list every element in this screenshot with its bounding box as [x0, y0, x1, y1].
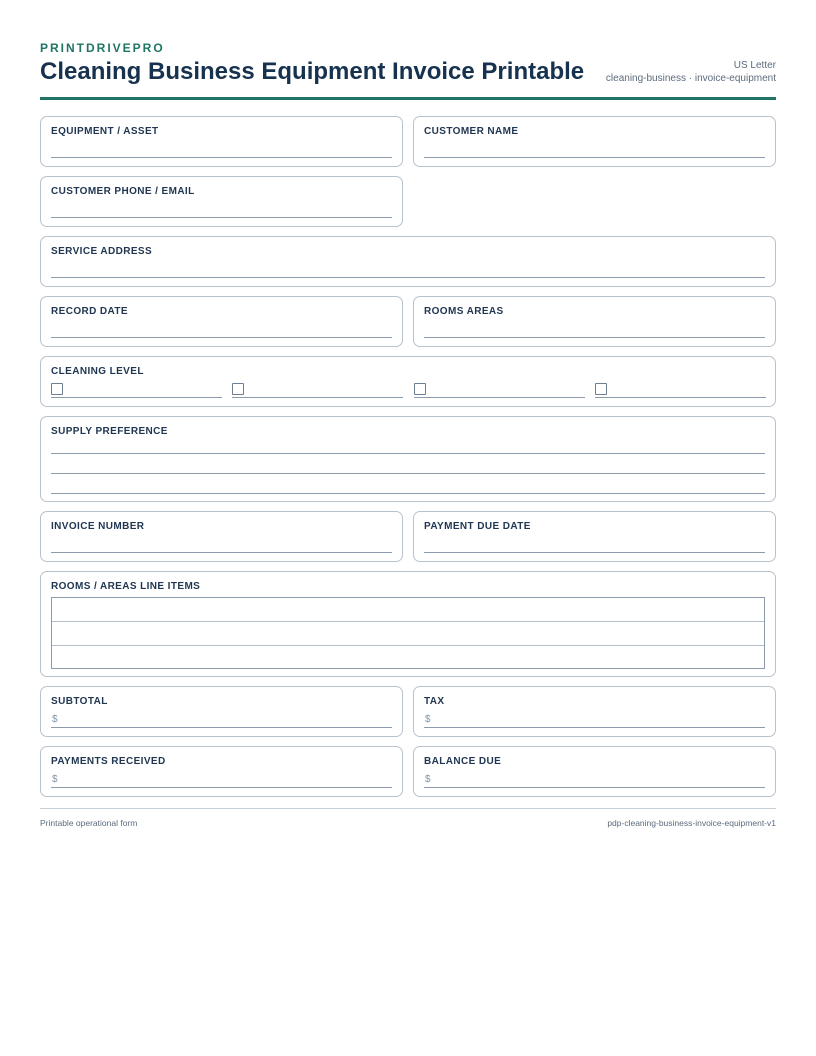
field-label: EQUIPMENT / ASSET — [51, 126, 159, 137]
header-rule — [40, 97, 776, 100]
payments-received-field[interactable] — [40, 746, 403, 797]
paper-size: US Letter — [733, 60, 776, 71]
field-label: PAYMENT DUE DATE — [424, 521, 531, 532]
document-tags: cleaning-business · invoice-equipment — [605, 73, 776, 84]
write-line — [424, 157, 765, 158]
footer-rule — [40, 808, 776, 809]
write-line — [51, 727, 392, 728]
field-label: INVOICE NUMBER — [51, 521, 145, 532]
currency-symbol: $ — [52, 774, 58, 785]
line-items-section — [40, 571, 776, 677]
field-label: PAYMENTS RECEIVED — [51, 756, 166, 767]
rooms-areas-field[interactable] — [413, 296, 776, 347]
payment-due-date-field[interactable] — [413, 511, 776, 562]
form-id: pdp-cleaning-business-invoice-equipment-v1 — [607, 818, 776, 828]
balance-due-field[interactable] — [413, 746, 776, 797]
field-label: CUSTOMER PHONE / EMAIL — [51, 186, 195, 197]
write-line — [51, 277, 765, 278]
line-items-table[interactable] — [51, 597, 765, 669]
write-line — [51, 473, 765, 474]
field-label: RECORD DATE — [51, 306, 128, 317]
field-label: ROOMS AREAS — [424, 306, 504, 317]
cleaning-level-field — [40, 356, 776, 407]
currency-symbol: $ — [52, 714, 58, 725]
customer-contact-field[interactable] — [40, 176, 403, 227]
customer-name-field[interactable] — [413, 116, 776, 167]
write-line — [424, 787, 765, 788]
cleaning-level-option-4[interactable] — [595, 383, 766, 398]
currency-symbol: $ — [425, 774, 431, 785]
invoice-number-field[interactable] — [40, 511, 403, 562]
write-line — [51, 552, 392, 553]
field-label: SERVICE ADDRESS — [51, 246, 153, 257]
write-line — [51, 453, 765, 454]
write-line — [424, 552, 765, 553]
table-row-divider — [52, 621, 764, 622]
field-label: ROOMS / AREAS LINE ITEMS — [51, 581, 201, 592]
write-line — [51, 787, 392, 788]
supply-preference-field[interactable] — [40, 416, 776, 502]
field-label: SUBTOTAL — [51, 696, 108, 707]
write-line — [51, 493, 765, 494]
write-line — [51, 217, 392, 218]
equipment-asset-field[interactable] — [40, 116, 403, 167]
field-label: TAX — [424, 696, 445, 707]
cleaning-level-option-1[interactable] — [51, 383, 222, 398]
checkbox[interactable] — [232, 383, 244, 395]
write-line — [424, 337, 765, 338]
cleaning-level-option-2[interactable] — [232, 383, 403, 398]
cleaning-level-option-3[interactable] — [414, 383, 585, 398]
write-line — [51, 157, 392, 158]
table-row-divider — [52, 645, 764, 646]
record-date-field[interactable] — [40, 296, 403, 347]
subtotal-field[interactable] — [40, 686, 403, 737]
checkbox[interactable] — [595, 383, 607, 395]
service-address-field[interactable] — [40, 236, 776, 287]
brand-name: PRINTDRIVEPRO — [40, 41, 165, 55]
field-label: CLEANING LEVEL — [51, 366, 144, 377]
write-line — [424, 727, 765, 728]
checkbox[interactable] — [414, 383, 426, 395]
write-line — [51, 337, 392, 338]
checkbox[interactable] — [51, 383, 63, 395]
document-meta — [606, 59, 776, 85]
tax-field[interactable] — [413, 686, 776, 737]
footer-label: Printable operational form — [40, 818, 138, 828]
field-label: SUPPLY PREFERENCE — [51, 426, 168, 437]
field-label: BALANCE DUE — [424, 756, 502, 767]
field-label: CUSTOMER NAME — [424, 126, 519, 137]
page-title: Cleaning Business Equipment Invoice Printable — [40, 58, 585, 85]
currency-symbol: $ — [425, 714, 431, 725]
